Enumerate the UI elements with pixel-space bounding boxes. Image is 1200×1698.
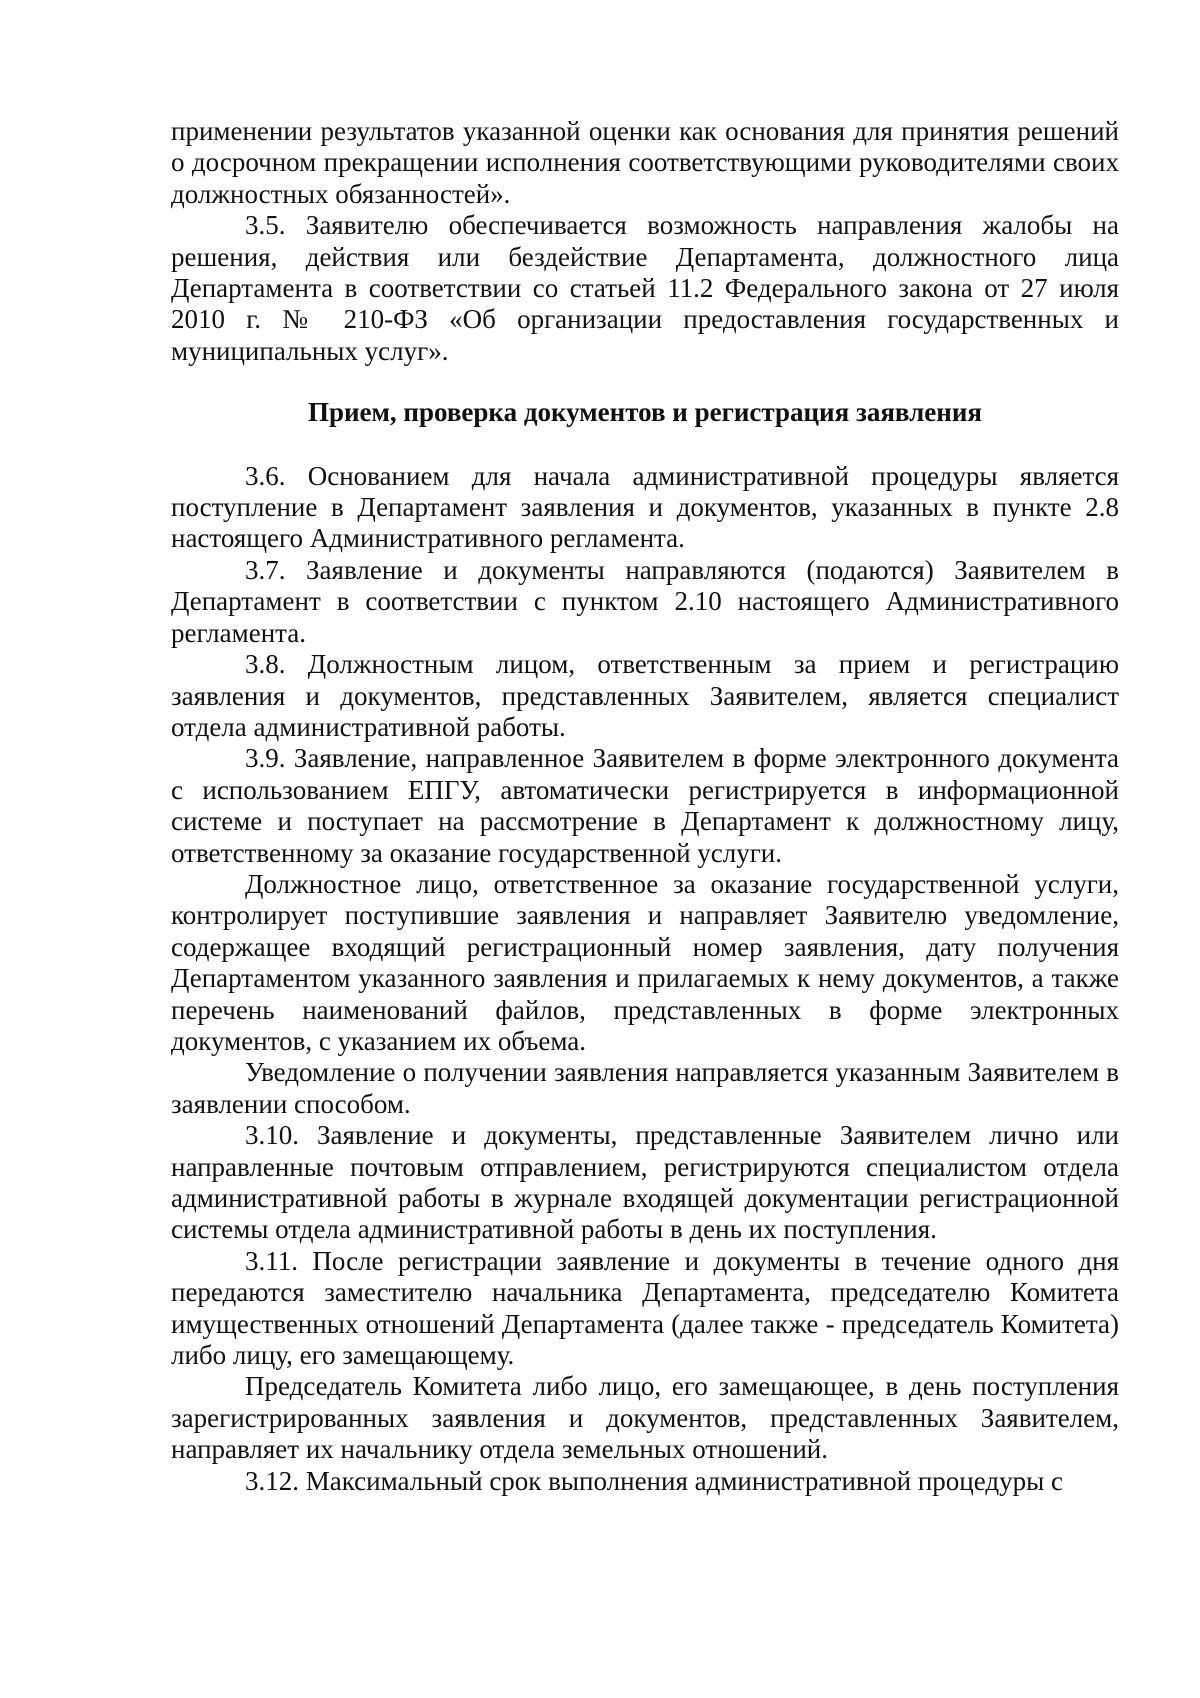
paragraph-3-9-notification: Должностное лицо, ответственное за оказание государственной услуги, контролирует поступившие заявления и направляет Заявителю уведомление, содержащее входящий регистрационный номер заявления, дату получения Департаментом указанного заявления и прилагаемых к нему документов, а также перечень наименований файлов, представленных в форме электронных документов, с указанием их объема.: [171, 868, 1119, 1056]
paragraph-3-11: 3.11. После регистрации заявление и документы в течение одного дня передаются заместителю начальника Департамента, председателю Комитета имущественных отношений Департамента (далее также - председатель Комитета) либо лицу, его замещающему.: [171, 1245, 1119, 1371]
section-heading: Прием, проверка документов и регистрация заявления: [307, 397, 983, 428]
spacer: [171, 367, 1119, 397]
paragraph-3-6: 3.6. Основанием для начала административной процедуры является поступление в Департамент заявления и документов, указанных в пункте 2.8 настоящего Административного регламента.: [171, 460, 1119, 554]
document-body: [171, 116, 1119, 1497]
paragraph-3-11-chairman: Председатель Комитета либо лицо, его замещающее, в день поступления зарегистрированных заявления и документов, представленных Заявителем, направляет их начальнику отдела земельных отношений.: [171, 1371, 1119, 1465]
paragraph-3-4-continuation: применении результатов указанной оценки как основания для принятия решений о досрочном прекращении исполнения соответствующими руководителями своих должностных обязанностей».: [171, 116, 1119, 209]
paragraph-3-9-delivery: Уведомление о получении заявления направляется указанным Заявителем в заявлении способом.: [171, 1057, 1119, 1119]
spacer: [171, 429, 1119, 461]
paragraph-3-12: 3.12. Максимальный срок выполнения административной процедуры с: [245, 1465, 1063, 1496]
paragraph-3-5: 3.5. Заявителю обеспечивается возможность направления жалобы на решения, действия или бездействие Департамента, должностного лица Департамента в соответствии со статьей 11.2 Федерального закона от 27 июля 2010 г. № 210-ФЗ «Об организации предоставления государственных и муниципальных услуг».: [171, 210, 1119, 366]
paragraph-3-7: 3.7. Заявление и документы направляются (подаются) Заявителем в Департамент в соответствии с пунктом 2.10 настоящего Административного регламента.: [171, 554, 1119, 648]
paragraph-3-8: 3.8. Должностным лицом, ответственным за прием и регистрацию заявления и документов, представленных Заявителем, является специалист отдела административной работы.: [171, 649, 1119, 742]
paragraph-3-9: 3.9. Заявление, направленное Заявителем в форме электронного документа с использованием ЕПГУ, автоматически регистрируется в информационной системе и поступает на рассмотрение в Департамент к должностному лицу, ответственному за оказание государственной услуги.: [171, 743, 1119, 868]
paragraph-3-10: 3.10. Заявление и документы, представленные Заявителем лично или направленные почтовым отправлением, регистрируются специалистом отдела административной работы в журнале входящей документации регистрационной системы отдела административной работы в день их поступления.: [171, 1120, 1119, 1245]
